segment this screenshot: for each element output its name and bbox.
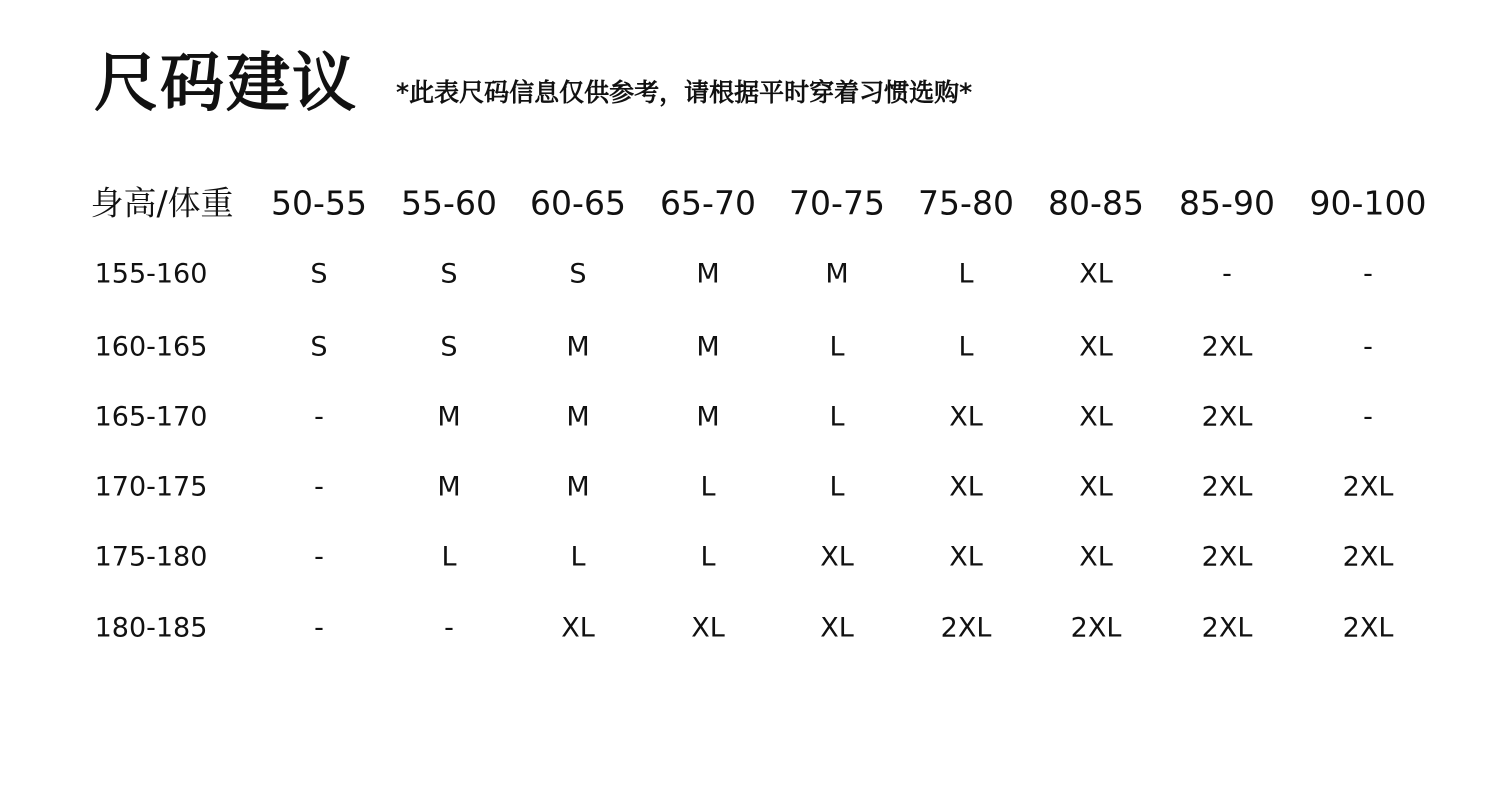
size-cell: 2XL	[1201, 541, 1253, 573]
size-cell: L	[570, 541, 586, 573]
size-cell: M	[696, 401, 720, 433]
size-cell: 2XL	[1342, 471, 1394, 503]
size-cell: XL	[949, 541, 983, 573]
page-title: 尺码建议	[94, 47, 358, 121]
weight-column-header: 75-80	[918, 183, 1014, 223]
size-cell: M	[825, 258, 849, 290]
size-cell: 2XL	[1342, 612, 1394, 644]
height-row-label: 165-170	[94, 401, 208, 433]
weight-column-header: 65-70	[660, 183, 756, 223]
size-cell: -	[314, 612, 324, 644]
size-cell: 2XL	[1201, 331, 1253, 363]
size-cell: 2XL	[1201, 612, 1253, 644]
size-cell: -	[1363, 258, 1373, 290]
size-cell: XL	[1079, 401, 1113, 433]
weight-column-header: 90-100	[1309, 183, 1427, 223]
size-cell: M	[566, 401, 590, 433]
size-cell: L	[700, 541, 716, 573]
size-cell: XL	[949, 401, 983, 433]
weight-column-header: 80-85	[1048, 183, 1144, 223]
size-cell: M	[696, 331, 720, 363]
size-cell: -	[1222, 258, 1232, 290]
weight-column-header: 55-60	[401, 183, 497, 223]
size-cell: M	[437, 471, 461, 503]
size-cell: XL	[820, 612, 854, 644]
size-cell: S	[440, 331, 458, 363]
size-cell: M	[566, 471, 590, 503]
size-cell: XL	[949, 471, 983, 503]
height-row-label: 170-175	[94, 471, 208, 503]
weight-column-header: 50-55	[271, 183, 367, 223]
size-cell: 2XL	[1070, 612, 1122, 644]
height-row-label: 180-185	[94, 612, 208, 644]
size-cell: XL	[561, 612, 595, 644]
size-cell: L	[829, 401, 845, 433]
size-cell: XL	[691, 612, 725, 644]
size-cell: 2XL	[1201, 401, 1253, 433]
size-cell: L	[958, 331, 974, 363]
size-cell: -	[314, 471, 324, 503]
height-row-label: 155-160	[94, 258, 208, 290]
size-cell: M	[566, 331, 590, 363]
height-row-label: 160-165	[94, 331, 208, 363]
size-cell: S	[310, 258, 328, 290]
size-cell: XL	[1079, 331, 1113, 363]
size-cell: M	[437, 401, 461, 433]
size-cell: 2XL	[940, 612, 992, 644]
size-cell: S	[310, 331, 328, 363]
height-row-label: 175-180	[94, 541, 208, 573]
size-cell: 2XL	[1342, 541, 1394, 573]
size-cell: L	[958, 258, 974, 290]
size-cell: 2XL	[1201, 471, 1253, 503]
size-cell: S	[569, 258, 587, 290]
size-cell: -	[314, 401, 324, 433]
size-cell: L	[829, 471, 845, 503]
size-cell: M	[696, 258, 720, 290]
weight-column-header: 70-75	[789, 183, 885, 223]
size-cell: L	[829, 331, 845, 363]
size-cell: -	[314, 541, 324, 573]
size-cell: XL	[1079, 258, 1113, 290]
weight-column-header: 85-90	[1179, 183, 1275, 223]
size-cell: XL	[1079, 541, 1113, 573]
size-cell: XL	[1079, 471, 1113, 503]
size-cell: -	[1363, 331, 1373, 363]
size-cell: S	[440, 258, 458, 290]
size-cell: -	[444, 612, 454, 644]
size-disclaimer-note: *此表尺码信息仅供参考，请根据平时穿着习惯选购*	[396, 78, 973, 107]
size-cell: L	[700, 471, 716, 503]
size-cell: XL	[820, 541, 854, 573]
weight-column-header: 60-65	[530, 183, 626, 223]
size-cell: L	[441, 541, 457, 573]
table-corner-label: 身高/体重	[90, 183, 234, 223]
size-cell: -	[1363, 401, 1373, 433]
